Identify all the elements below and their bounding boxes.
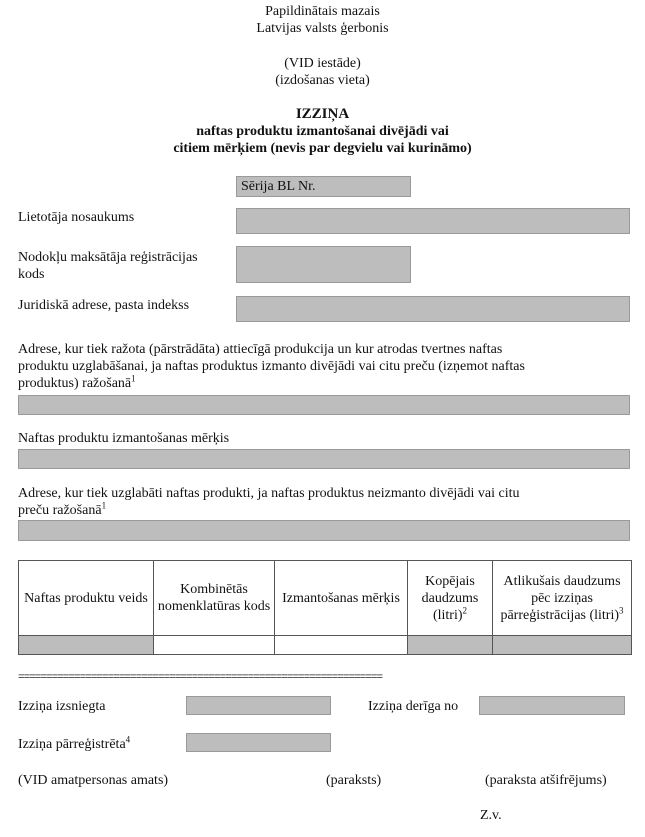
issued-label: Izziņa izsniegta (18, 699, 106, 714)
storage-address-line-2-text: preču ražošanā (18, 503, 102, 518)
reregistered-field[interactable] (186, 733, 331, 752)
footnote-ref-3: 3 (619, 604, 624, 615)
cell-remaining-quantity[interactable] (493, 636, 632, 655)
series-label: Sērija BL Nr. (241, 179, 316, 194)
legal-address-field[interactable] (236, 296, 630, 322)
col-header-product-type: Naftas produktu veids (19, 561, 154, 636)
valid-from-field[interactable] (479, 696, 625, 715)
footnote-ref-1: 1 (131, 373, 136, 384)
reregistered-label (18, 736, 130, 753)
coat-of-arms-label (0, 3, 645, 37)
cell-total-quantity[interactable] (408, 636, 493, 655)
title-main: IZZIŅA (295, 106, 350, 122)
header-line-1: Papildinātais mazais (265, 4, 380, 19)
tax-code-label-line-1: Nodokļu maksātāja reģistrācijas (18, 250, 198, 265)
issuer-label: (VID iestāde) (284, 56, 361, 71)
valid-from-label: Izziņa derīga no (368, 699, 459, 714)
footnote-ref-4: 4 (125, 734, 131, 745)
col-header-total-quantity (408, 561, 493, 636)
user-name-field[interactable] (236, 208, 630, 234)
issued-field[interactable] (186, 696, 331, 715)
tax-code-label-line-2: kods (18, 267, 45, 282)
production-address-line-2: produktu uzglabāšanai, ja naftas produktus izmanto divējādi vai citu preču (izņemot naftas (18, 359, 525, 374)
purpose-label: Naftas produktu izmantošanas mērķis (18, 431, 230, 446)
products-table (18, 560, 632, 655)
storage-address-line-1: Adrese, kur tiek uzglabāti naftas produkti, ja naftas produktus neizmanto divējādi vai citu (18, 486, 520, 501)
storage-address-label (18, 485, 520, 519)
reregistered-label-text: Izziņa pārreģistrēta (18, 737, 126, 752)
cell-purpose[interactable] (275, 636, 408, 655)
production-address-line-3-text: produktus) ražošanā (18, 376, 132, 391)
production-address-label (18, 341, 525, 392)
tax-code-field[interactable] (236, 246, 411, 283)
official-position-label: (VID amatpersonas amats) (18, 773, 169, 788)
col-header-purpose: Izmantošanas mērķis (275, 561, 408, 636)
title-sub-2: citiem mērķiem (nevis par degvielu vai kurināmo) (173, 141, 472, 156)
production-address-line-1: Adrese, kur tiek ražota (pārstrādāta) attiecīgā produkcija un kur atrodas tvertnes naftas (18, 342, 503, 357)
production-address-line-3 (18, 375, 525, 392)
storage-address-line-2 (18, 502, 520, 519)
footnote-ref-1b: 1 (101, 500, 107, 511)
signature-label: (paraksts) (326, 773, 382, 788)
title-sub-1: naftas produktu izmantošanai divējādi vai (196, 124, 449, 139)
col-header-remaining-quantity (493, 561, 632, 636)
products-table-header (19, 561, 632, 636)
user-name-label: Lietotāja nosaukums (18, 210, 135, 225)
seal-label: Z.v. (480, 808, 502, 823)
header-line-2: Latvijas valsts ģerbonis (256, 21, 389, 36)
issue-place-label: (izdošanas vieta) (275, 73, 370, 88)
production-address-field[interactable] (18, 395, 630, 415)
legal-address-label: Juridiskā adrese, pasta indekss (18, 298, 190, 313)
issuer-block (0, 55, 645, 89)
purpose-field[interactable] (18, 449, 630, 469)
storage-address-field[interactable] (18, 520, 630, 541)
cell-cn-code[interactable] (154, 636, 275, 655)
table-row (19, 636, 632, 655)
footnote-ref-2: 2 (462, 604, 468, 615)
cell-product-type[interactable] (19, 636, 154, 655)
col-header-remaining-quantity-text: Atlikušais daudzums pēc izziņas pārreģistrācijas (litri) (500, 573, 621, 623)
col-header-total-quantity-text: Kopējais daudzums (litri) (421, 573, 479, 623)
signature-decoding-label: (paraksta atšifrējums) (485, 773, 607, 788)
separator-line: ================================================================= (18, 672, 383, 684)
document-title (0, 106, 645, 157)
col-header-cn-code: Kombinētās nomenklatūras kods (154, 561, 275, 636)
tax-code-label (18, 249, 198, 283)
series-number-field[interactable] (236, 176, 411, 197)
